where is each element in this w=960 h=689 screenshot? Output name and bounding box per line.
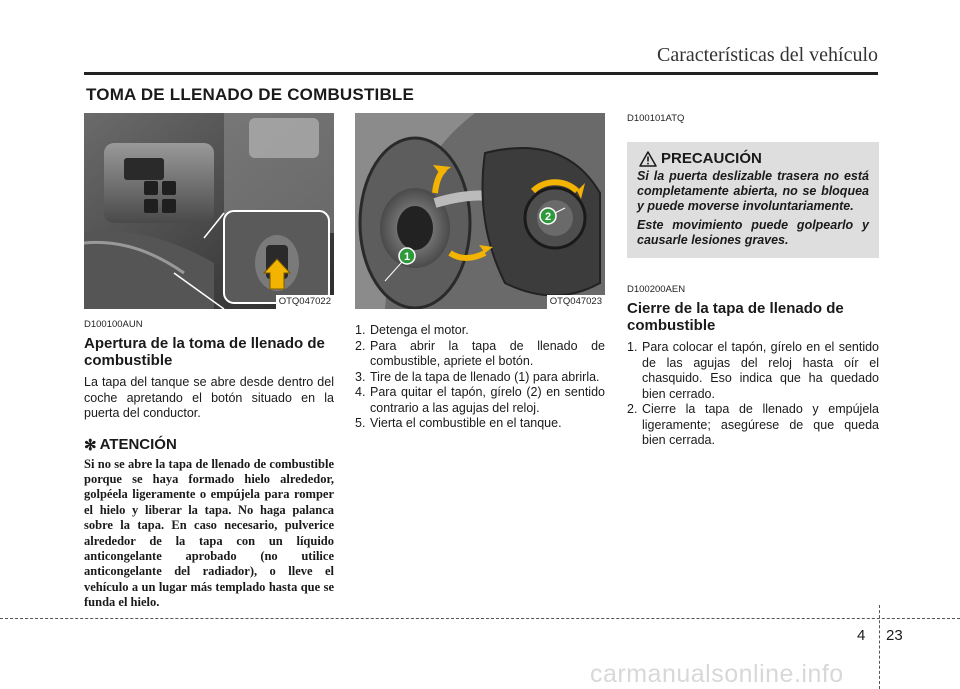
list-item: 2. Cierre la tapa de llenado y empújela ligeramente; asegúrese de que queda bien cerrada. — [627, 402, 879, 447]
list-item: 4. Para quitar el tapón, gírelo (2) en sentido contrario a las agujas del reloj. — [355, 385, 605, 415]
attention-title: ATENCIÓN — [99, 436, 177, 453]
section-code: D100200AEN — [627, 284, 686, 295]
warning-triangle-icon — [639, 151, 657, 167]
paragraph-apertura: La tapa del tanque se abre desde dentro del coche apretando el botón situado en la puerta del conductor. — [84, 375, 334, 420]
footer-divider — [879, 605, 880, 689]
caution-paragraph: Si la puerta deslizable trasera no está completamente abierta, no se bloquea y puede moverse involuntariamente. — [637, 169, 869, 213]
list-item: 2. Para abrir la tapa de llenado de combustible, apriete el botón. — [355, 338, 605, 368]
section-title: TOMA DE LLENADO DE COMBUSTIBLE — [86, 85, 415, 104]
caution-box — [627, 142, 879, 258]
page-number: 23 — [886, 627, 903, 644]
section-code: D100100AUN — [84, 319, 143, 330]
list-item: 3. Tire de la tapa de llenado (1) para abrirla. — [355, 369, 600, 384]
callout-1: 1 — [403, 251, 411, 263]
list-item: 1. Detenga el motor. — [355, 323, 469, 337]
header-title: Características del vehículo — [656, 44, 878, 66]
figure-code: OTQ047023 — [547, 295, 605, 309]
middle-column — [355, 113, 605, 432]
chapter-number: 4 — [857, 627, 866, 644]
door-panel-illustration — [84, 113, 334, 309]
asterisk-icon: ✻ — [84, 436, 97, 454]
caution-body — [637, 169, 869, 248]
list-item: 1. Para colocar el tapón, gírelo en el sentido de las agujas del reloj hasta oír el chasquido. Eso indica que ha quedado bien cerrado. — [627, 340, 879, 401]
caution-paragraph: Este movimiento puede golpearlo y causarle lesiones graves. — [637, 218, 869, 247]
figure-code: OTQ047022 — [276, 295, 334, 309]
callout-2: 2 — [544, 211, 552, 223]
subheading-cierre: Cierre de la tapa de llenado de combustible — [627, 300, 844, 334]
left-column — [84, 113, 334, 611]
header-rule — [84, 72, 878, 75]
fuel-door-illustration — [355, 113, 605, 309]
steps-list — [355, 323, 605, 432]
list-item: 5. Vierta el combustible en el tanque. — [355, 416, 562, 430]
steps-list — [627, 340, 879, 449]
watermark: carmanualsonline.info — [590, 660, 844, 688]
right-column — [627, 113, 879, 449]
subheading-apertura: Apertura de la toma de llenado de combustible — [84, 335, 325, 369]
footer-rule — [0, 618, 960, 619]
attention-heading — [84, 436, 334, 454]
section-code: D100101ATQ — [627, 113, 685, 124]
figure-fuel-door — [355, 113, 605, 309]
attention-body: Si no se abre la tapa de llenado de combustible porque se haya formado hielo alrededor, golpéela ligeramente o empújela para romper el hielo y liberar la tapa. No haga palanca sobre la tapa. En caso necesario, pulverice alrededor de la tapa con un líquido anticongelante aprobado (no utilice anticongelante del radiador), o lleve el vehículo a un lugar más templado hasta que se funda el hielo. — [84, 456, 334, 610]
caution-title: PRECAUCIÓN — [661, 150, 762, 167]
figure-door-panel — [84, 113, 334, 309]
caution-heading — [637, 150, 869, 167]
